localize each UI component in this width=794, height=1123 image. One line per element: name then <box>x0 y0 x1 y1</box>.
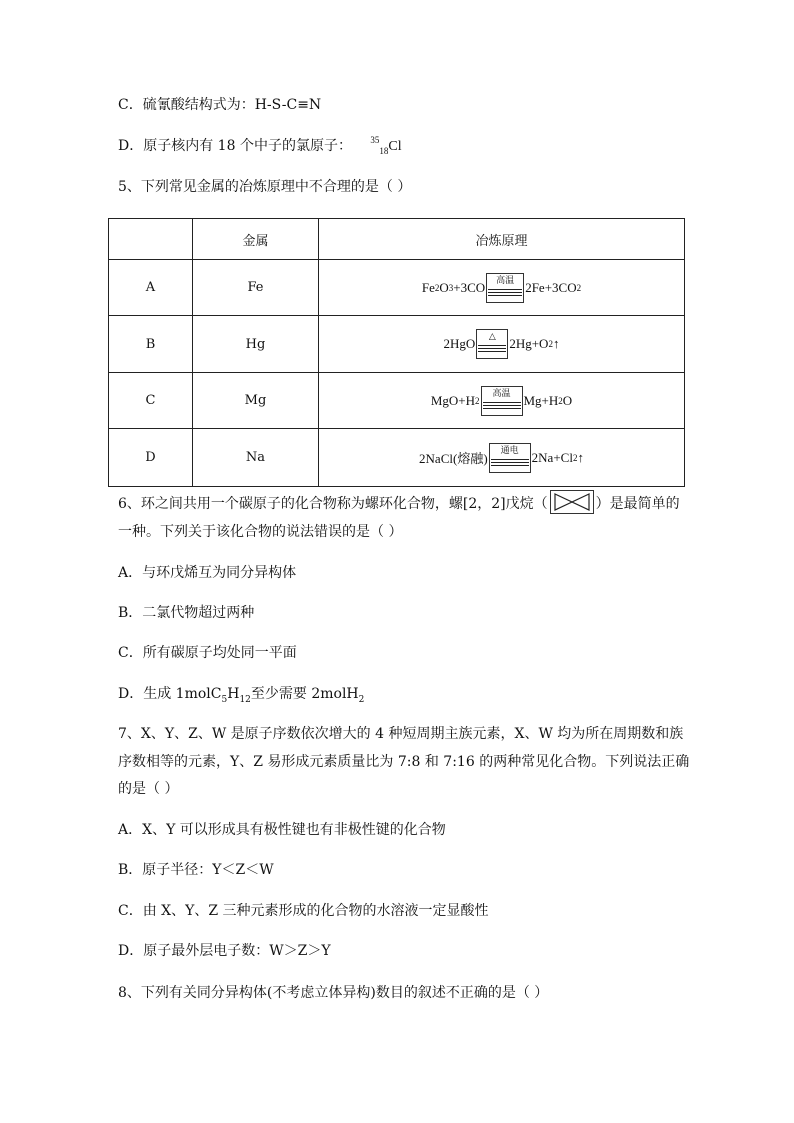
row-label: B <box>109 316 193 373</box>
row-equation: 2HgO △ 2Hg+O 2 ↑ <box>319 316 685 373</box>
question-7-option-d: D．原子最外层电子数：W＞Z＞Y <box>118 943 331 959</box>
question-6-line-2: 一种。下列关于该化合物的说法错误的是（ ） <box>118 524 403 540</box>
row-label: A <box>109 260 193 316</box>
mass-number: 35 <box>370 135 380 146</box>
option-d-chlorine <box>118 137 402 156</box>
row-metal: Na <box>193 429 319 487</box>
element-symbol: Cl <box>388 139 402 154</box>
question-7-option-c: C．由 X、Y、Z 三种元素形成的化合物的水溶液一定显酸性 <box>118 903 489 919</box>
question-7-option-b: B．原子半径：Y＜Z＜W <box>118 862 274 878</box>
reaction-condition-box: △ <box>476 329 508 359</box>
table-row <box>109 260 685 316</box>
row-metal: Hg <box>193 316 319 373</box>
smelting-table <box>108 218 685 487</box>
question-6-option-c: C．所有碳原子均处同一平面 <box>118 645 297 661</box>
question-6-option-d: D．生成 $1molC_5H_{12}$至少需要 2molH$_2$ <box>118 686 365 705</box>
spiropentane-structure-icon <box>550 490 594 514</box>
header-empty <box>109 219 193 260</box>
question-8: 8、下列有关同分异构体(不考虑立体异构)数目的叙述不正确的是（ ） <box>118 985 549 1001</box>
atomic-number: 18 <box>379 145 389 156</box>
header-metal: 金属 <box>193 219 319 260</box>
table-header-row <box>109 219 685 260</box>
option-d-text: D．原子核内有 18 个中子的氯原子： <box>118 138 352 154</box>
table-row <box>109 316 685 373</box>
row-label: D <box>109 429 193 487</box>
row-metal: Fe <box>193 260 319 316</box>
question-7-line-2: 序数相等的元素，Y、Z 易形成元素质量比为 7:8 和 7:16 的两种常见化合物。下列说法正确 <box>118 754 690 770</box>
row-equation: MgO+H 2 高温 Mg+H 2 O <box>319 373 685 429</box>
question-6-option-a: A．与环戊烯互为同分异构体 <box>118 565 297 581</box>
question-7-option-a: A．X、Y 可以形成具有极性键也有非极性键的化合物 <box>118 822 446 838</box>
row-label: C <box>109 373 193 429</box>
question-6-option-b: B．二氯代物超过两种 <box>118 605 255 621</box>
row-equation: 2NaCl(熔融) 通电 2Na+Cl 2 ↑ <box>319 429 685 487</box>
header-principle: 冶炼原理 <box>319 219 685 260</box>
row-metal: Mg <box>193 373 319 429</box>
reaction-condition-box: 高温 <box>486 273 524 303</box>
reaction-condition-box: 高温 <box>481 386 523 416</box>
chlorine-isotope <box>370 135 402 156</box>
reaction-condition-box: 通电 <box>489 443 531 473</box>
row-equation: Fe 2 O 3 +3CO 高温 2Fe+3CO 2 <box>319 260 685 316</box>
question-5: 5、下列常见金属的冶炼原理中不合理的是（ ） <box>118 179 412 195</box>
question-7-line-3: 的是（ ） <box>118 781 179 797</box>
question-7-line-1: 7、X、Y、Z、W 是原子序数依次增大的 4 种短周期主族元素，X、W 均为所在周期数和族 <box>118 726 684 742</box>
table-row <box>109 373 685 429</box>
question-6-line-1: 6、环之间共用一个碳原子的化合物称为螺环化合物，螺[2，2]戊烷（ ）是最简单的 <box>118 492 680 516</box>
option-c-hscn: C．硫氰酸结构式为：H-S-C≡N <box>118 97 322 113</box>
table-row <box>109 429 685 487</box>
